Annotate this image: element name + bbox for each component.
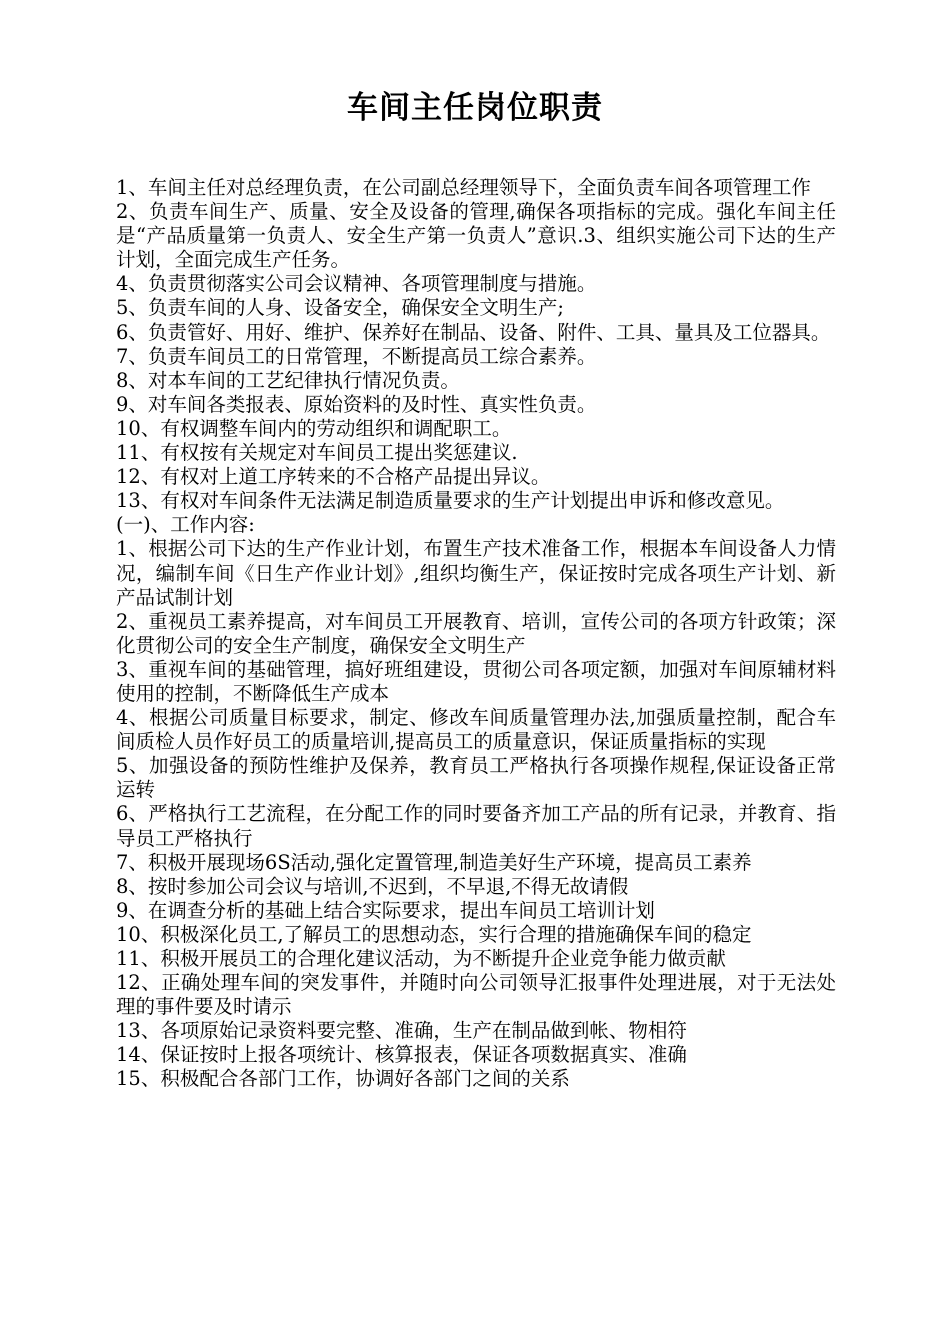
work-item-14: 14、保证按时上报各项统计、核算报表，保证各项数据真实、准确 (116, 1043, 687, 1067)
work-item-3: 3、重视车间的基础管理，搞好班组建设，贯彻公司各项定额，加强对车间原辅材料使用的控制，不断降低生产成本 (116, 657, 836, 705)
work-item-11: 11、积极开展员工的合理化建议活动，为不断提升企业竞争能力做贡献 (116, 947, 726, 970)
duty-item-13: 13、有权对车间条件无法满足制造质量要求的生产计划提出申诉和修改意见。 (116, 489, 785, 513)
work-item-6: 6、严格执行工艺流程，在分配工作的同时要备齐加工产品的所有记录，并教育、指导员工严格执行 (116, 802, 836, 850)
duty-item-7: 7、负责车间员工的日常管理，不断提高员工综合素养。 (116, 344, 597, 368)
duty-item-8: 8、对本车间的工艺纪律执行情况负责。 (116, 368, 460, 392)
duty-item-4: 4、负责贯彻落实公司会议精神、各项管理制度与措施。 (116, 272, 597, 296)
duty-item-1: 1、车间主任对总经理负责，在公司副总经理领导下，全面负责车间各项管理工作 (116, 176, 811, 199)
document-title: 车间主任岗位职责 (347, 90, 603, 126)
duty-item-2: 2、负责车间生产、质量、安全及设备的管理,确保各项指标的完成。强化车间主任是“产品质量第一负责人、安全生产第一负责人”意识.3、组织实施公司下达的生产计划，全面完成生产任务。 (116, 200, 836, 272)
work-item-7: 7、积极开展现场6S活动,强化定置管理,制造美好生产环境，提高员工素养 (116, 850, 752, 874)
work-item-9: 9、在调查分析的基础上结合实际要求，提出车间员工培训计划 (116, 898, 655, 922)
work-item-12: 12、正确处理车间的突发事件，并随时向公司领导汇报事件处理进展，对于无法处理的事件要及时请示 (116, 971, 836, 1019)
duty-item-5: 5、负责车间的人身、设备安全，确保安全文明生产; (116, 296, 564, 320)
work-item-13: 13、各项原始记录资料要完整、准确，生产在制品做到帐、物相符 (116, 1019, 687, 1043)
duty-item-10: 10、有权调整车间内的劳动组织和调配职工。 (116, 416, 512, 440)
document-body (116, 176, 836, 1092)
work-item-10: 10、积极深化员工,了解员工的思想动态，实行合理的措施确保车间的稳定 (116, 922, 752, 946)
work-item-4: 4、根据公司质量目标要求，制定、修改车间质量管理办法,加强质量控制，配合车间质检人员作好员工的质量培训,提高员工的质量意识，保证质量指标的实现 (116, 706, 836, 754)
work-item-15: 15、积极配合各部门工作，协调好各部门之间的关系 (116, 1067, 570, 1091)
work-item-8: 8、按时参加公司会议与培训,不迟到，不早退,不得无故请假 (116, 874, 629, 898)
section-heading-work-content: (一)、工作内容: (116, 513, 255, 537)
duty-item-6: 6、负责管好、用好、维护、保养好在制品、设备、附件、工具、量具及工位器具。 (116, 320, 831, 344)
duty-item-12: 12、有权对上道工序转来的不合格产品提出异议。 (116, 465, 551, 489)
duty-item-9: 9、对车间各类报表、原始资料的及时性、真实性负责。 (116, 392, 597, 416)
work-item-1: 1、根据公司下达的生产作业计划，布置生产技术准备工作，根据本车间设备人力情况，编制车间《日生产作业计划》,组织均衡生产，保证按时完成各项生产计划、新产品试制计划 (116, 537, 836, 609)
work-item-2: 2、重视员工素养提高，对车间员工开展教育、培训，宣传公司的各项方针政策；深化贯彻公司的安全生产制度，确保安全文明生产 (116, 609, 836, 657)
work-item-5: 5、加强设备的预防性维护及保养，教育员工严格执行各项操作规程,保证设备正常运转 (116, 754, 836, 802)
duty-item-11: 11、有权按有关规定对车间员工提出奖惩建议. (116, 441, 518, 465)
